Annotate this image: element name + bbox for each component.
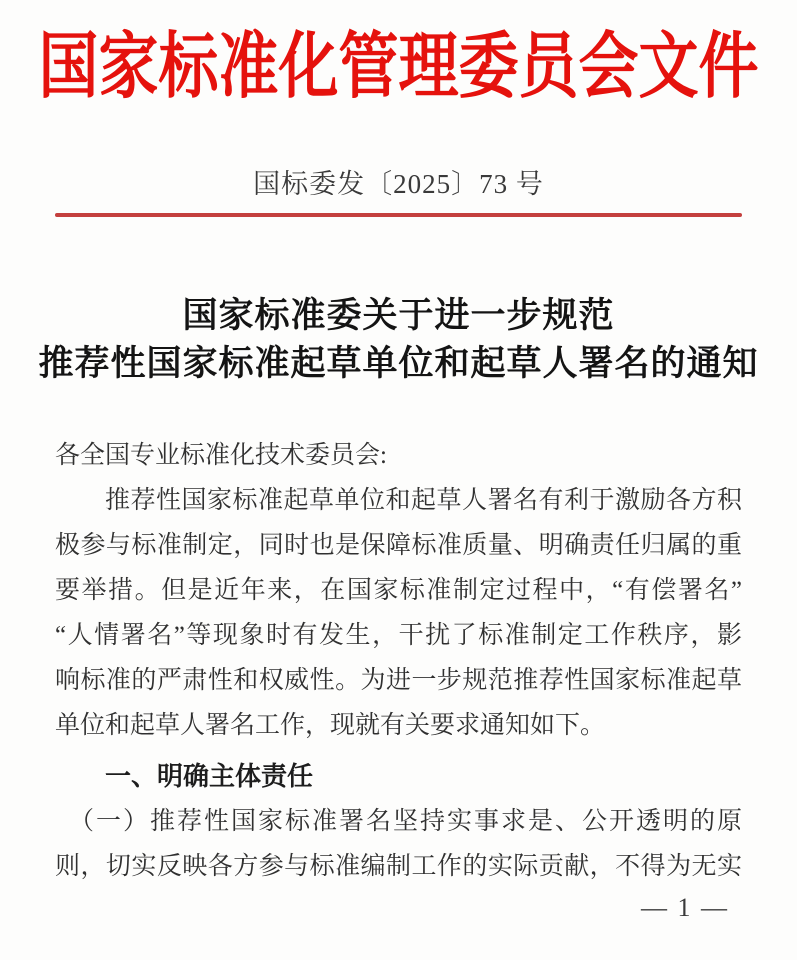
body-line: 推荐性国家标准起草单位和起草人署名有利于激励各方积 — [105, 487, 742, 514]
body-line: 要举措。但是近年来，在国家标准制定过程中，“有偿署名” — [55, 577, 742, 604]
section-heading: 一、明确主体责任 — [105, 761, 314, 791]
letterhead-title: 国家标准化管理委员会文件 — [38, 27, 759, 107]
page-number: — 1 — — [641, 893, 729, 922]
salutation-line: 各全国专业标准化技术委员会: — [55, 442, 387, 469]
body-line: 单位和起草人署名工作，现就有关要求通知如下。 — [55, 712, 606, 739]
document-number: 国标委发〔2025〕73 号 — [253, 169, 544, 199]
body-line: 则，切实反映各方参与标准编制工作的实际贡献，不得为无实 — [55, 853, 742, 880]
body-line: 极参与标准制定，同时也是保障标准质量、明确责任归属的重 — [55, 532, 742, 559]
body-line: “人情署名”等现象时有发生，干扰了标准制定工作秩序，影 — [55, 622, 742, 649]
red-separator-line — [55, 213, 742, 217]
body-line: （一）推荐性国家标准署名坚持实事求是、公开透明的原 — [69, 808, 742, 835]
document-title-line2: 推荐性国家标准起草单位和起草人署名的通知 — [38, 344, 759, 383]
document-title — [0, 292, 797, 388]
document-body — [55, 433, 742, 889]
body-line: 响标准的严肃性和权威性。为进一步规范推荐性国家标准起草 — [55, 667, 742, 694]
document-title-line1: 国家标准委关于进一步规范 — [182, 296, 615, 335]
